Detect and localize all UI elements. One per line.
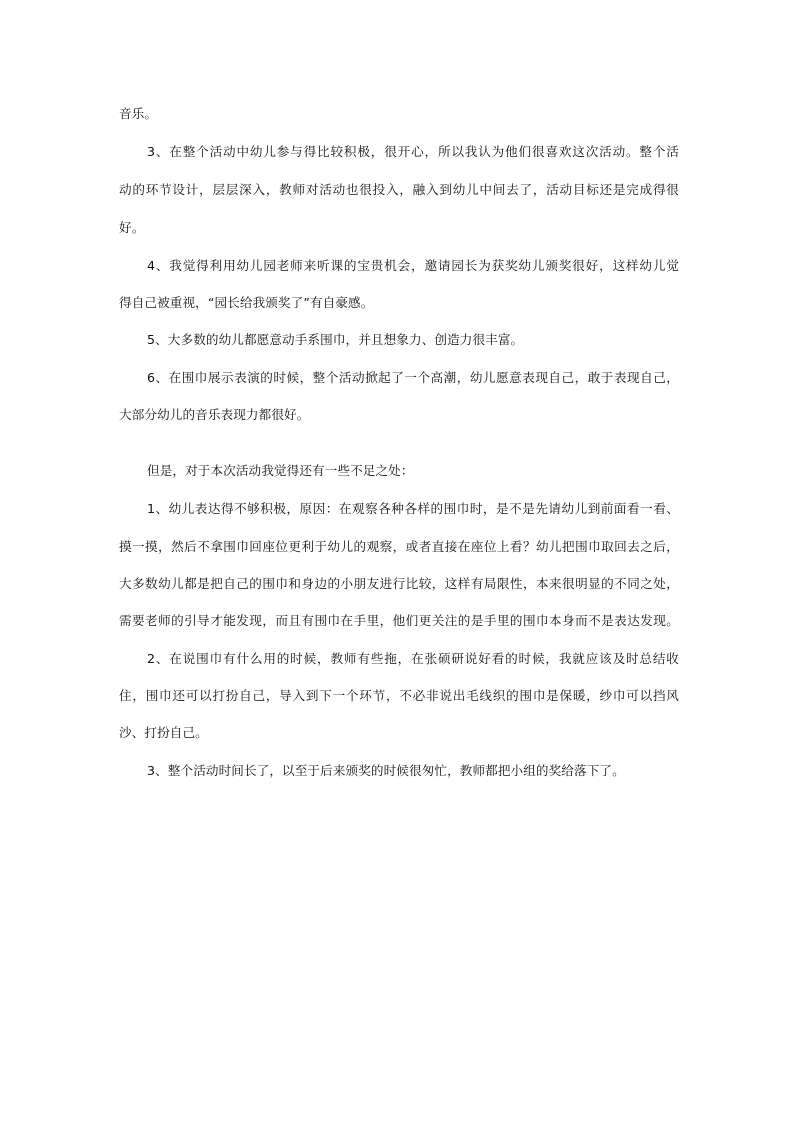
text-line-7: 5、大多数的幼儿都愿意动手系围巾，并且想象力、创造力很丰富。 <box>147 332 524 347</box>
text-line-11: 1、幼儿表达得不够积极，原因：在观察各种各样的围巾时，是不是先请幼儿到前面看一看、 <box>147 501 679 516</box>
text-line-2: 3、在整个活动中幼儿参与得比较积极，很开心，所以我认为他们很喜欢这次活动。整个活 <box>147 144 679 159</box>
text-line-4: 好。 <box>119 220 145 235</box>
text-line-12: 摸一摸，然后不拿围巾回座位更利于幼儿的观察，或者直接在座位上看？幼儿把围巾取回去之后， <box>119 539 679 554</box>
text-line-16: 住，围巾还可以打扮自己，导入到下一个环节，不必非说出毛线织的围巾是保暖，纱巾可以挡风 <box>119 688 679 703</box>
text-line-3: 动的环节设计，层层深入，教师对活动也很投入，融入到幼儿中间去了，活动目标还是完成得很 <box>119 182 679 197</box>
text-line-17: 沙、打扮自己。 <box>119 725 208 740</box>
text-line-10: 但是，对于本次活动我觉得还有一些不足之处： <box>147 463 414 478</box>
text-line-6: 得自己被重视，“园长给我颁奖了”有自豪感。 <box>119 295 374 310</box>
text-line-15: 2、在说围巾有什么用的时候，教师有些拖，在张硕研说好看的时候，我就应该及时总结收 <box>147 651 679 666</box>
text-line-5: 4、我觉得利用幼儿园老师来听课的宝贵机会，邀请园长为获奖幼儿颁奖很好，这样幼儿觉 <box>147 258 679 273</box>
text-line-1: 音乐。 <box>119 106 158 121</box>
text-line-13: 大多数幼儿都是把自己的围巾和身边的小朋友进行比较，这样有局限性，本来很明显的不同之处， <box>119 576 679 591</box>
text-line-9: 大部分幼儿的音乐表现力都很好。 <box>119 407 310 422</box>
text-line-8: 6、在围巾展示表演的时候，整个活动掀起了一个高潮，幼儿愿意表现自己，敢于表现自己， <box>147 370 679 385</box>
text-line-18: 3、整个活动时间长了，以至于后来颁奖的时候很匆忙，教师都把小组的奖给落下了。 <box>147 763 625 778</box>
text-line-14: 需要老师的引导才能发现，而且有围巾在手里，他们更关注的是手里的围巾本身而不是表达发现。 <box>119 613 679 628</box>
